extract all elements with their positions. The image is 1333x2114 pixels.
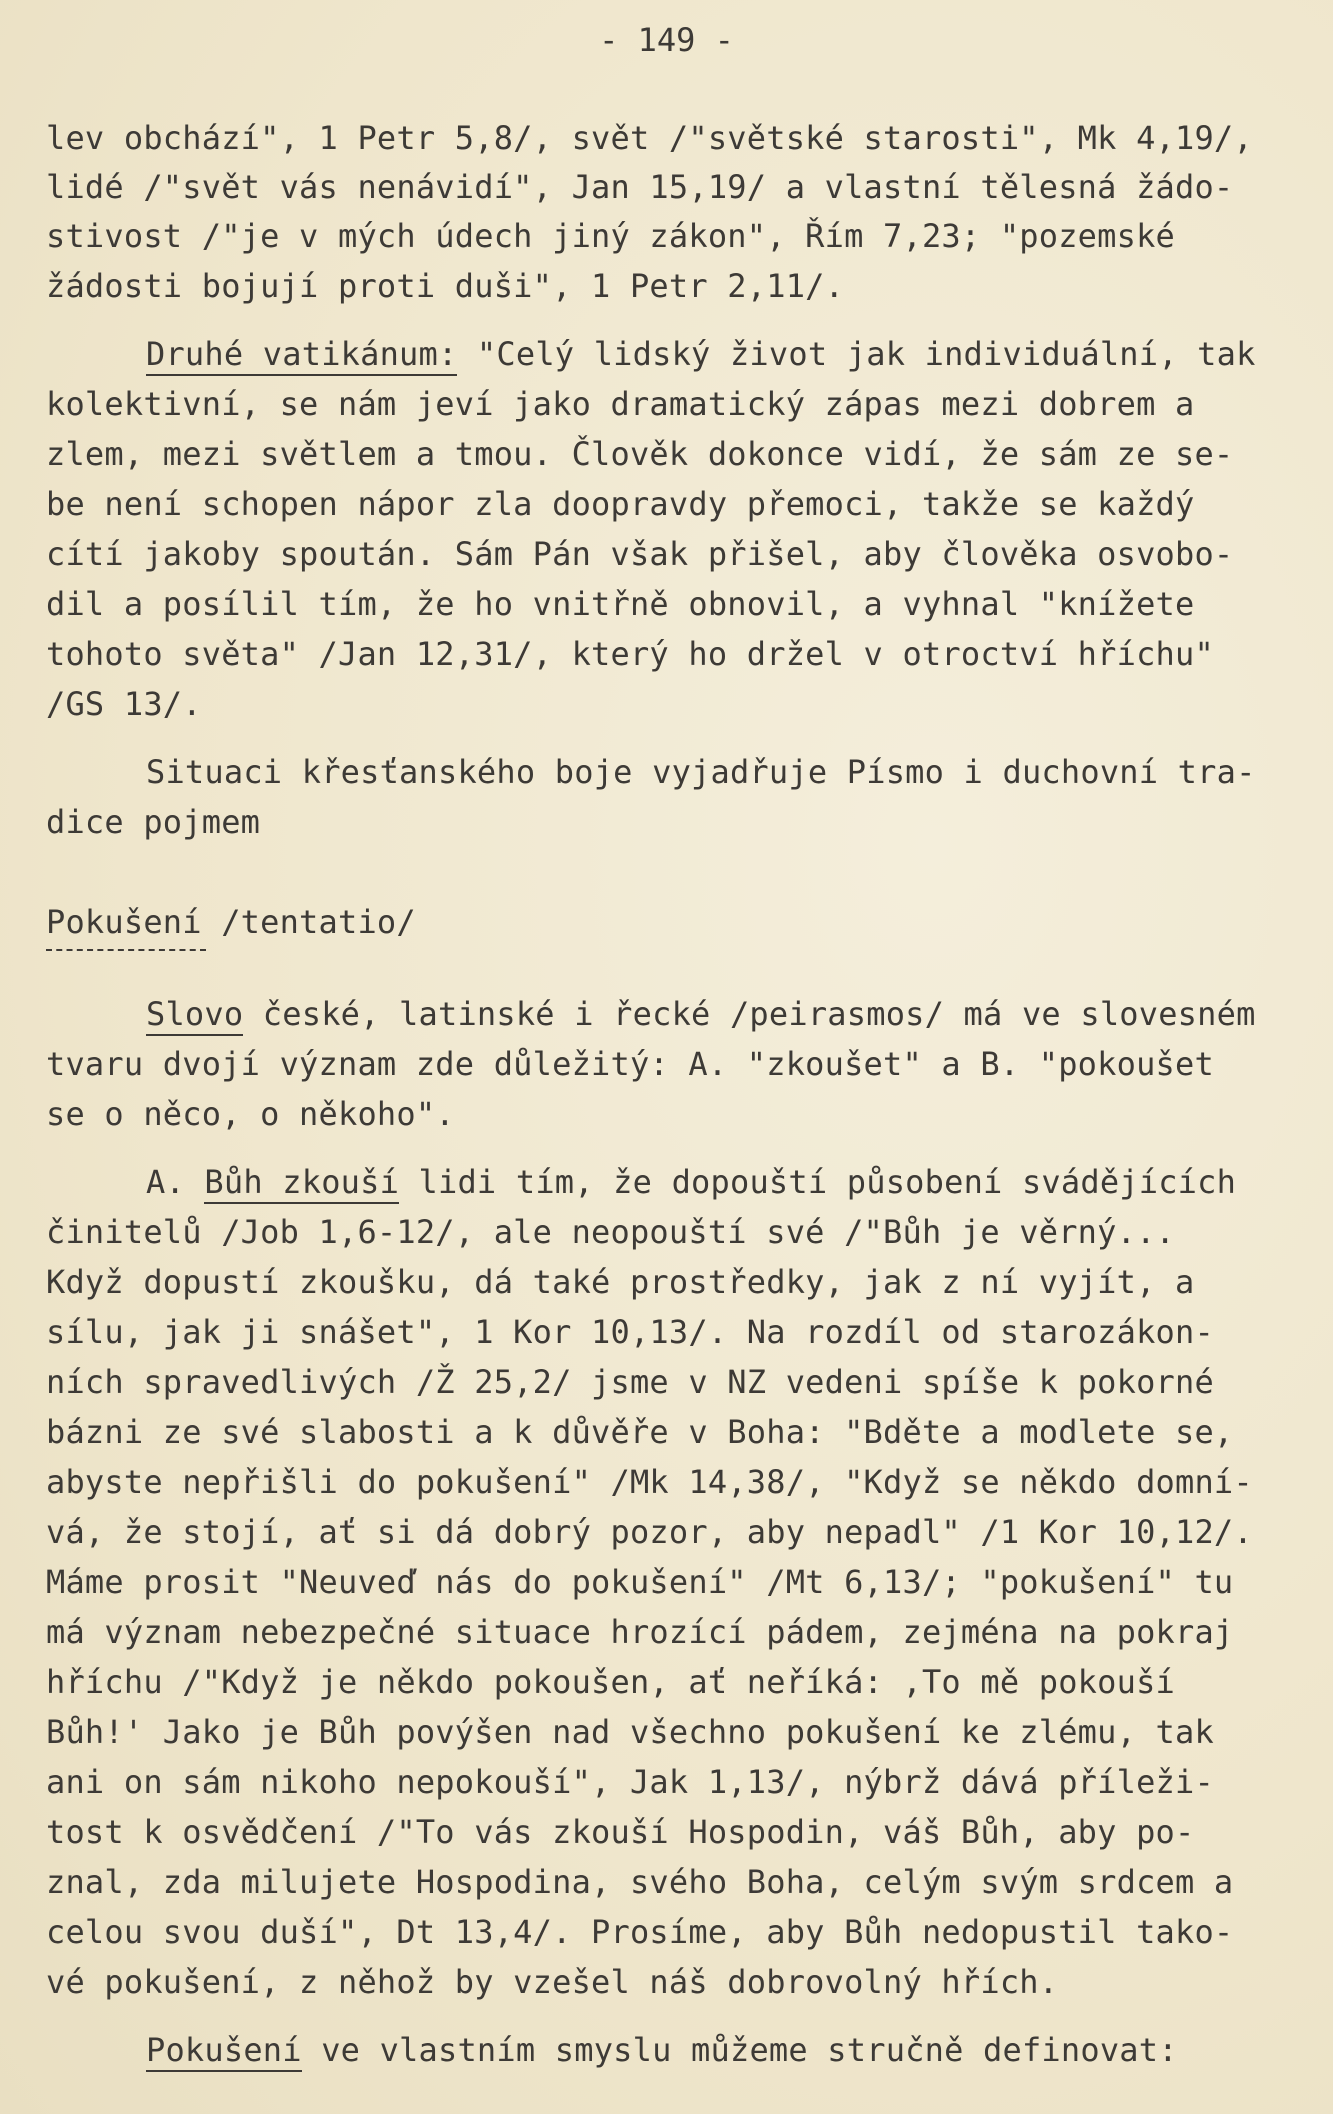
text-line: dil a posílil tím, že ho vnitřně obnovil, a vyhnal "knížete [46,585,1195,623]
text-line: celou svou duší", Dt 13,4/. Prosíme, aby Bůh nedopustil tako- [46,1913,1234,1951]
text-line: Bůh!' Jako je Bůh povýšen nad všechno pokušení ke zlému, tak [46,1713,1214,1751]
text-line: tohoto světa" /Jan 12,31/, který ho držel v otroctví hříchu" [46,635,1214,673]
text-line: tvaru dvojí význam zde důležitý: A. "zkoušet" a B. "pokoušet [46,1045,1214,1083]
section-heading: Pokušení /tentatio/ [46,903,416,941]
text-line: bázni ze své slabosti a k důvěře v Boha: "Bděte a modlete se, [46,1413,1234,1451]
text-line: sílu, jak ji snášet", 1 Kor 10,13/. Na rozdíl od starozákon- [46,1313,1214,1351]
underlined-word: Pokušení [146,2031,302,2072]
text-line: ani on sám nikoho nepokouší", Jak 1,13/, nýbrž dává příleži- [46,1763,1214,1801]
text-span: české, latinské i řecké /peirasmos/ má ve slovesném [243,995,1256,1033]
page-number: - 149 - [599,21,734,59]
text-line: Situaci křesťanského boje vyjadřuje Písmo i duchovní tra- [146,753,1256,791]
text-line: žádosti bojují proti duši", 1 Petr 2,11/. [46,267,845,305]
text-line: znal, zda milujete Hospodina, svého Boha, celým svým srdcem a [46,1863,1234,1901]
text-line: vé pokušení, z něhož by vzešel náš dobrovolný hřích. [46,1963,1059,2001]
text-line: abyste nepřišli do pokušení" /Mk 14,38/, "Když se někdo domní- [46,1463,1253,1501]
text-line: vá, že stojí, ať si dá dobrý pozor, aby nepadl" /1 Kor 10,12/. [46,1513,1253,1551]
text-line: cítí jakoby spoután. Sám Pán však přišel, aby člověka osvobo- [46,535,1234,573]
text-line: stivost /"je v mých údech jiný zákon", Řím 7,23; "pozemské [46,217,1176,255]
underlined-heading: Druhé vatikánum: [146,335,457,376]
paragraph-vatican [146,334,1256,374]
text-span: A. [146,1163,205,1201]
text-span: ve vlastním smyslu můžeme stručně definovat: [301,2031,1178,2069]
text-line: lidé /"svět vás nenávidí", Jan 15,19/ a vlastní tělesná žádo- [46,168,1234,206]
text-span: lidi tím, že dopouští působení svádějících [399,1163,1237,1201]
text-line: činitelů /Job 1,6-12/, ale neopouští své /"Bůh je věrný... [46,1213,1176,1251]
underlined-phrase: Bůh zkouší [204,1163,399,1204]
text-line: zlem, mezi světlem a tmou. Člověk dokonce vidí, že sám ze se- [46,435,1234,473]
underlined-word: Slovo [146,995,243,1036]
text-line: Když dopustí zkoušku, dá také prostředky, jak z ní vyjít, a [46,1263,1195,1301]
text-line: se o něco, o někoho". [46,1095,455,1133]
text-span: "Celý lidský život jak individuální, tak [457,335,1256,373]
text-line: /GS 13/. [46,685,202,723]
text-line: má význam nebezpečné situace hrozící pádem, zejména na pokraj [46,1613,1234,1651]
text-line: kolektivní, se nám jeví jako dramatický zápas mezi dobrem a [46,385,1195,423]
paragraph-temptation [146,2030,1178,2070]
text-line: lev obchází", 1 Petr 5,8/, svět /"světské starosti", Mk 4,19/, [46,119,1253,157]
text-line: Máme prosit "Neuveď nás do pokušení" /Mt 6,13/; "pokušení" tu [46,1563,1234,1601]
text-line: ních spravedlivých /Ž 25,2/ jsme v NZ vedeni spíše k pokorné [46,1363,1214,1401]
text-line: dice pojmem [46,803,261,841]
paragraph-a [146,1162,1236,1202]
text-line: hříchu /"Když je někdo pokoušen, ať neříká: ,To mě pokouší [46,1663,1176,1701]
heading-dashed-underline [46,949,206,951]
text-line: be není schopen nápor zla doopravdy přemoci, takže se každý [46,485,1195,523]
paragraph-word [146,994,1256,1034]
text-line: tost k osvědčení /"To vás zkouší Hospodin, váš Bůh, aby po- [46,1813,1195,1851]
